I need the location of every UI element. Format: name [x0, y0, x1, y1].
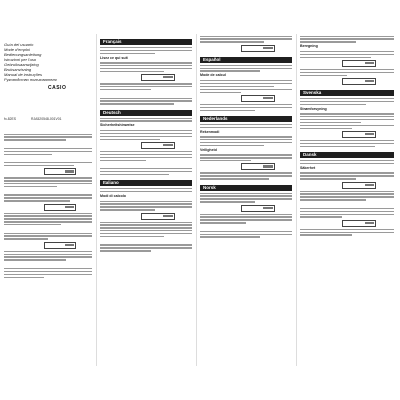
display-sample	[44, 168, 76, 175]
document-code: RJA520548-001V01	[31, 117, 62, 121]
display-sample	[241, 95, 274, 102]
section-header-francais: Français	[100, 39, 192, 45]
section-header-italiano: Italiano	[100, 180, 192, 186]
display-sample	[241, 205, 274, 212]
cover-title-2: Mode d'emploi	[4, 47, 30, 52]
column-2	[100, 34, 192, 253]
display-sample	[342, 182, 376, 189]
display-sample	[342, 131, 376, 138]
subhead: Lisez ce qui suit	[100, 55, 128, 60]
brand-logo: CASIO	[48, 85, 67, 91]
column-1-body	[4, 132, 92, 279]
cover-title-8: Руководство пользователя	[4, 77, 57, 82]
display-sample	[342, 220, 376, 227]
subhead: Modi di calcolo	[100, 193, 126, 198]
display-sample	[141, 213, 174, 220]
display-sample	[241, 163, 274, 170]
subhead: Mode de calcul	[200, 73, 226, 78]
display-sample	[141, 142, 174, 149]
display-sample	[44, 242, 76, 249]
column-4	[300, 34, 394, 237]
subhead: Rekenmodi	[200, 129, 220, 134]
model-number: fx-82ES	[4, 117, 17, 121]
cover-title-5: Gebruiksaanwijzing	[4, 62, 39, 67]
display-sample	[342, 78, 376, 85]
section-header-espanol: Español	[200, 57, 292, 63]
cover-block	[4, 42, 64, 82]
subhead: Beregning	[300, 44, 318, 49]
section-header-dansk: Dansk	[300, 152, 394, 158]
cover-title-1: Guía del usuario	[4, 42, 34, 47]
section-header-nederlands: Nederlands	[200, 116, 292, 122]
display-sample	[141, 74, 174, 81]
cover-title-7: Manual de instruções	[4, 72, 43, 77]
display-sample	[241, 45, 274, 52]
section-header-norsk: Norsk	[200, 185, 292, 191]
cover-title-4: Istruzioni per l'uso	[4, 57, 37, 62]
subhead: Sicherheitshinweise	[100, 123, 135, 128]
section-header-svenska: Svenska	[300, 90, 394, 96]
display-sample	[44, 204, 76, 211]
subhead: Strømforsyning	[300, 106, 327, 111]
column-3	[200, 34, 292, 239]
cover-title-6: Bruksanvisning	[4, 67, 32, 72]
cover-title-3: Bedienungsanleitung	[4, 52, 42, 57]
display-sample	[342, 60, 376, 67]
section-header-deutsch: Deutsch	[100, 110, 192, 116]
subhead: Veiligheid	[200, 147, 217, 152]
cover-footnote	[4, 117, 76, 121]
subhead: Säkerhet	[300, 165, 316, 170]
